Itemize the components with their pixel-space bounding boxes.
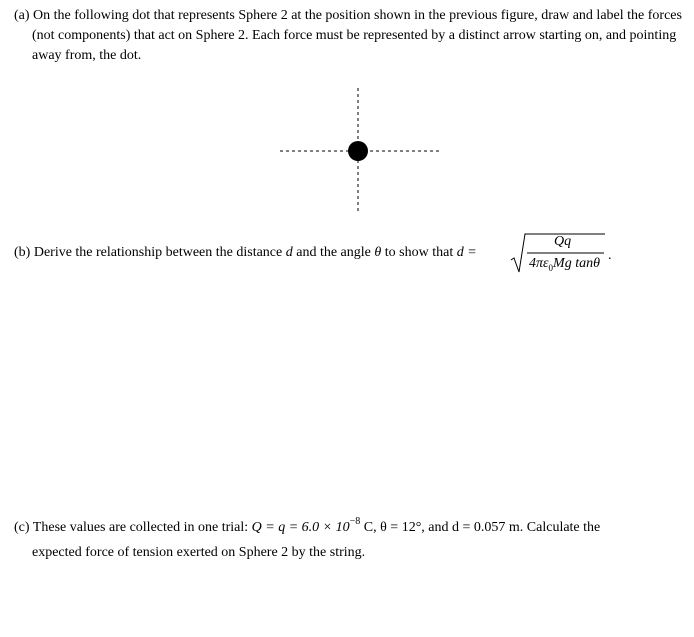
sphere-2-dot [348,141,368,161]
part-c-line-2: expected force of tension exerted on Sphere 2 by the string. [32,545,366,560]
part-b-text-after: to show that [384,245,454,260]
part-b-label: (b) [14,245,31,260]
part-c-exponent: −8 [349,516,361,528]
fraction-numerator: Qq [554,234,572,249]
part-a-text: On the following dot that represents Sphere 2 at the position shown in the previous figure, draw and label the forces (not components) that act on Sphere 2. Each force must be represented by a distinct arrow starting on, and pointing away from, the dot. [32,8,682,63]
var-theta: θ [374,245,382,260]
part-c-values-rest: C, θ = 12°, and d = 0.057 m. Calculate the [363,520,601,535]
part-c-text-before: These values are collected in one trial: [32,520,249,535]
fraction-denominator: $4\pi\varepsilon_0Mg$ tanθ [529,256,600,273]
part-b-question [14,243,477,263]
part-b-text-mid: and the angle [296,245,371,260]
sphere-2-dot-diagram [280,88,440,214]
formula-period: . [608,248,612,263]
part-c-question [14,518,684,538]
var-d: d [285,245,293,260]
part-a-question [14,6,694,66]
part-c-label: (c) [14,520,30,535]
equation-lhs: d = [456,245,477,260]
part-b-text-before: Derive the relationship between the distance [33,245,283,260]
part-c-values: Q = q = 6.0 × 10 [251,520,350,535]
distance-formula [509,232,619,276]
part-a-label: (a) [14,8,30,23]
